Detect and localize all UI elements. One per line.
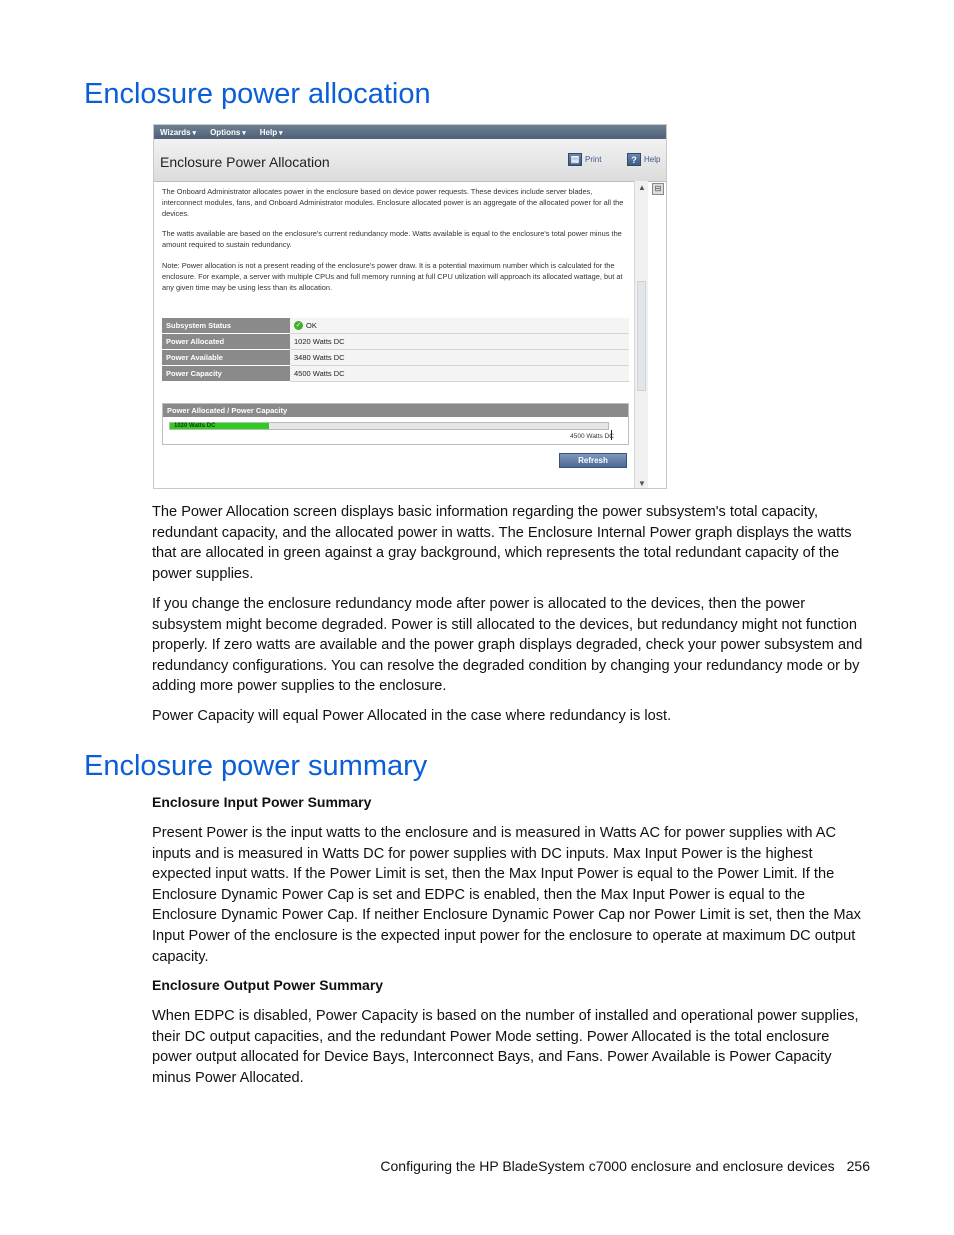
menu-bar [154, 125, 666, 139]
scroll-thumb[interactable] [637, 281, 646, 391]
collapse-icon[interactable]: ⊟ [652, 183, 664, 195]
footer-text: Configuring the HP BladeSystem c7000 enclosure and enclosure devices [380, 1158, 835, 1174]
body-paragraph: Present Power is the input watts to the enclosure and is measured in Watts AC for power supplies with AC inputs and is measured in Watts DC for power supplies with DC inputs. Max Input Power is the highest expected input watts. If the Power Limit is set, then the Max Input Power is equal to the Power Limit. If the Enclosure Dynamic Power Cap is set and EDPC is enabled, then the Max Input Power is equal to the Enclosure Dynamic Power Cap. If neither Enclosure Dynamic Power Cap nor Power Limit is set, then the Max Input Power of the enclosure is the expected input power for the enclosure to operate at maximum DC output capacity. [152, 825, 861, 965]
table-row [162, 334, 629, 350]
table-row [162, 318, 629, 334]
page-footer [380, 1158, 870, 1174]
scrollbar[interactable] [634, 181, 648, 489]
capacity-label: 4500 Watts DC [570, 433, 614, 440]
help-button[interactable] [627, 153, 660, 166]
row-value [290, 318, 629, 334]
subheading-output-power: Enclosure Output Power Summary [152, 977, 384, 993]
section-heading-power-summary: Enclosure power summary [84, 750, 428, 782]
intro-paragraph: Note: Power allocation is not a present reading of the enclosure's power draw. It is a potential maximum number which is calculated for the enclosure. For example, a server with multiple CPUs and full memory running at full CPU utilization will approach its allocated wattage, but at any given time may be using less than its allocation. [162, 260, 623, 292]
intro-paragraph: The Onboard Administrator allocates power in the enclosure based on device power requests. These devices include server blades, interconnect modules, fans, and Onboard Administrator modules. Enclosure allocated power is an aggregate of the allocated power for all the devices. [162, 187, 624, 218]
menu-wizards[interactable]: Wizards ▾ [160, 128, 196, 137]
body-paragraph: Power Capacity will equal Power Allocated in the case where redundancy is lost. [152, 708, 672, 724]
help-label: Help [644, 155, 661, 164]
section-heading-power-allocation: Enclosure power allocation [84, 78, 431, 110]
scroll-down-icon[interactable]: ▼ [638, 479, 646, 488]
status-ok: OK [306, 320, 317, 330]
body-paragraph: When EDPC is disabled, Power Capacity is based on the number of installed and operational power supplies, their DC output capacities, and the redundant Power Mode setting. Power Allocated is the total enclosure power output allocated for Device Bays, Interconnect Bays, and Fans. Power Available is Power Capacity minus Power Allocated. [152, 1008, 859, 1086]
power-info-table [162, 318, 629, 382]
row-label: Power Capacity [162, 366, 290, 382]
body-paragraph: The Power Allocation screen displays basic information regarding the power subsystem's total capacity, redundant capacity, and the allocated power in watts. The Enclosure Internal Power graph displays the watts that are allocated in green against a gray background, which represents the total redundant capacity of the power supplies. [152, 504, 852, 582]
row-label: Subsystem Status [162, 318, 290, 334]
page-number: 256 [846, 1158, 870, 1174]
power-allocation-screenshot [153, 124, 667, 489]
check-icon: ✓ [295, 322, 302, 330]
print-button[interactable] [568, 153, 601, 166]
table-row [162, 366, 629, 382]
print-icon: ▤ [568, 153, 582, 166]
screen-title: Enclosure Power Allocation [160, 154, 330, 170]
print-label: Print [585, 155, 602, 164]
subheading-input-power: Enclosure Input Power Summary [152, 794, 372, 810]
table-row [162, 350, 629, 366]
body-paragraph: If you change the enclosure redundancy mode after power is allocated to the devices, then the power subsystem might become degraded. Power is still allocated to the devices, but redundancy might not function properly. If zero watts are available and the power graph displays degraded, check your power subsystem and redundancy configurations. You can resolve the degraded condition by changing your redundancy mode or by adding more power supplies to the enclosure. [152, 596, 863, 695]
menu-options[interactable]: Options ▾ [210, 128, 246, 137]
scroll-up-icon[interactable]: ▲ [638, 183, 646, 192]
power-bar-fill: 1020 Watts DC [170, 423, 269, 429]
row-label: Power Allocated [162, 334, 290, 350]
row-value: 4500 Watts DC [290, 366, 629, 382]
row-value: 1020 Watts DC [290, 334, 629, 350]
help-icon: ? [627, 153, 641, 166]
row-label: Power Available [162, 350, 290, 366]
power-bar-track [169, 422, 609, 430]
screen-titlebar [154, 139, 666, 182]
graph-header: Power Allocated / Power Capacity [163, 404, 628, 417]
power-graph [162, 403, 629, 445]
menu-help[interactable]: Help ▾ [260, 128, 283, 137]
row-value: 3480 Watts DC [290, 350, 629, 366]
refresh-button[interactable]: Refresh [559, 453, 627, 468]
intro-paragraph: The watts available are based on the enclosure's current redundancy mode. Watts available is equal to the enclosure's total power minus the amount required to sustain redundancy. [162, 229, 622, 250]
intro-text [162, 187, 630, 303]
